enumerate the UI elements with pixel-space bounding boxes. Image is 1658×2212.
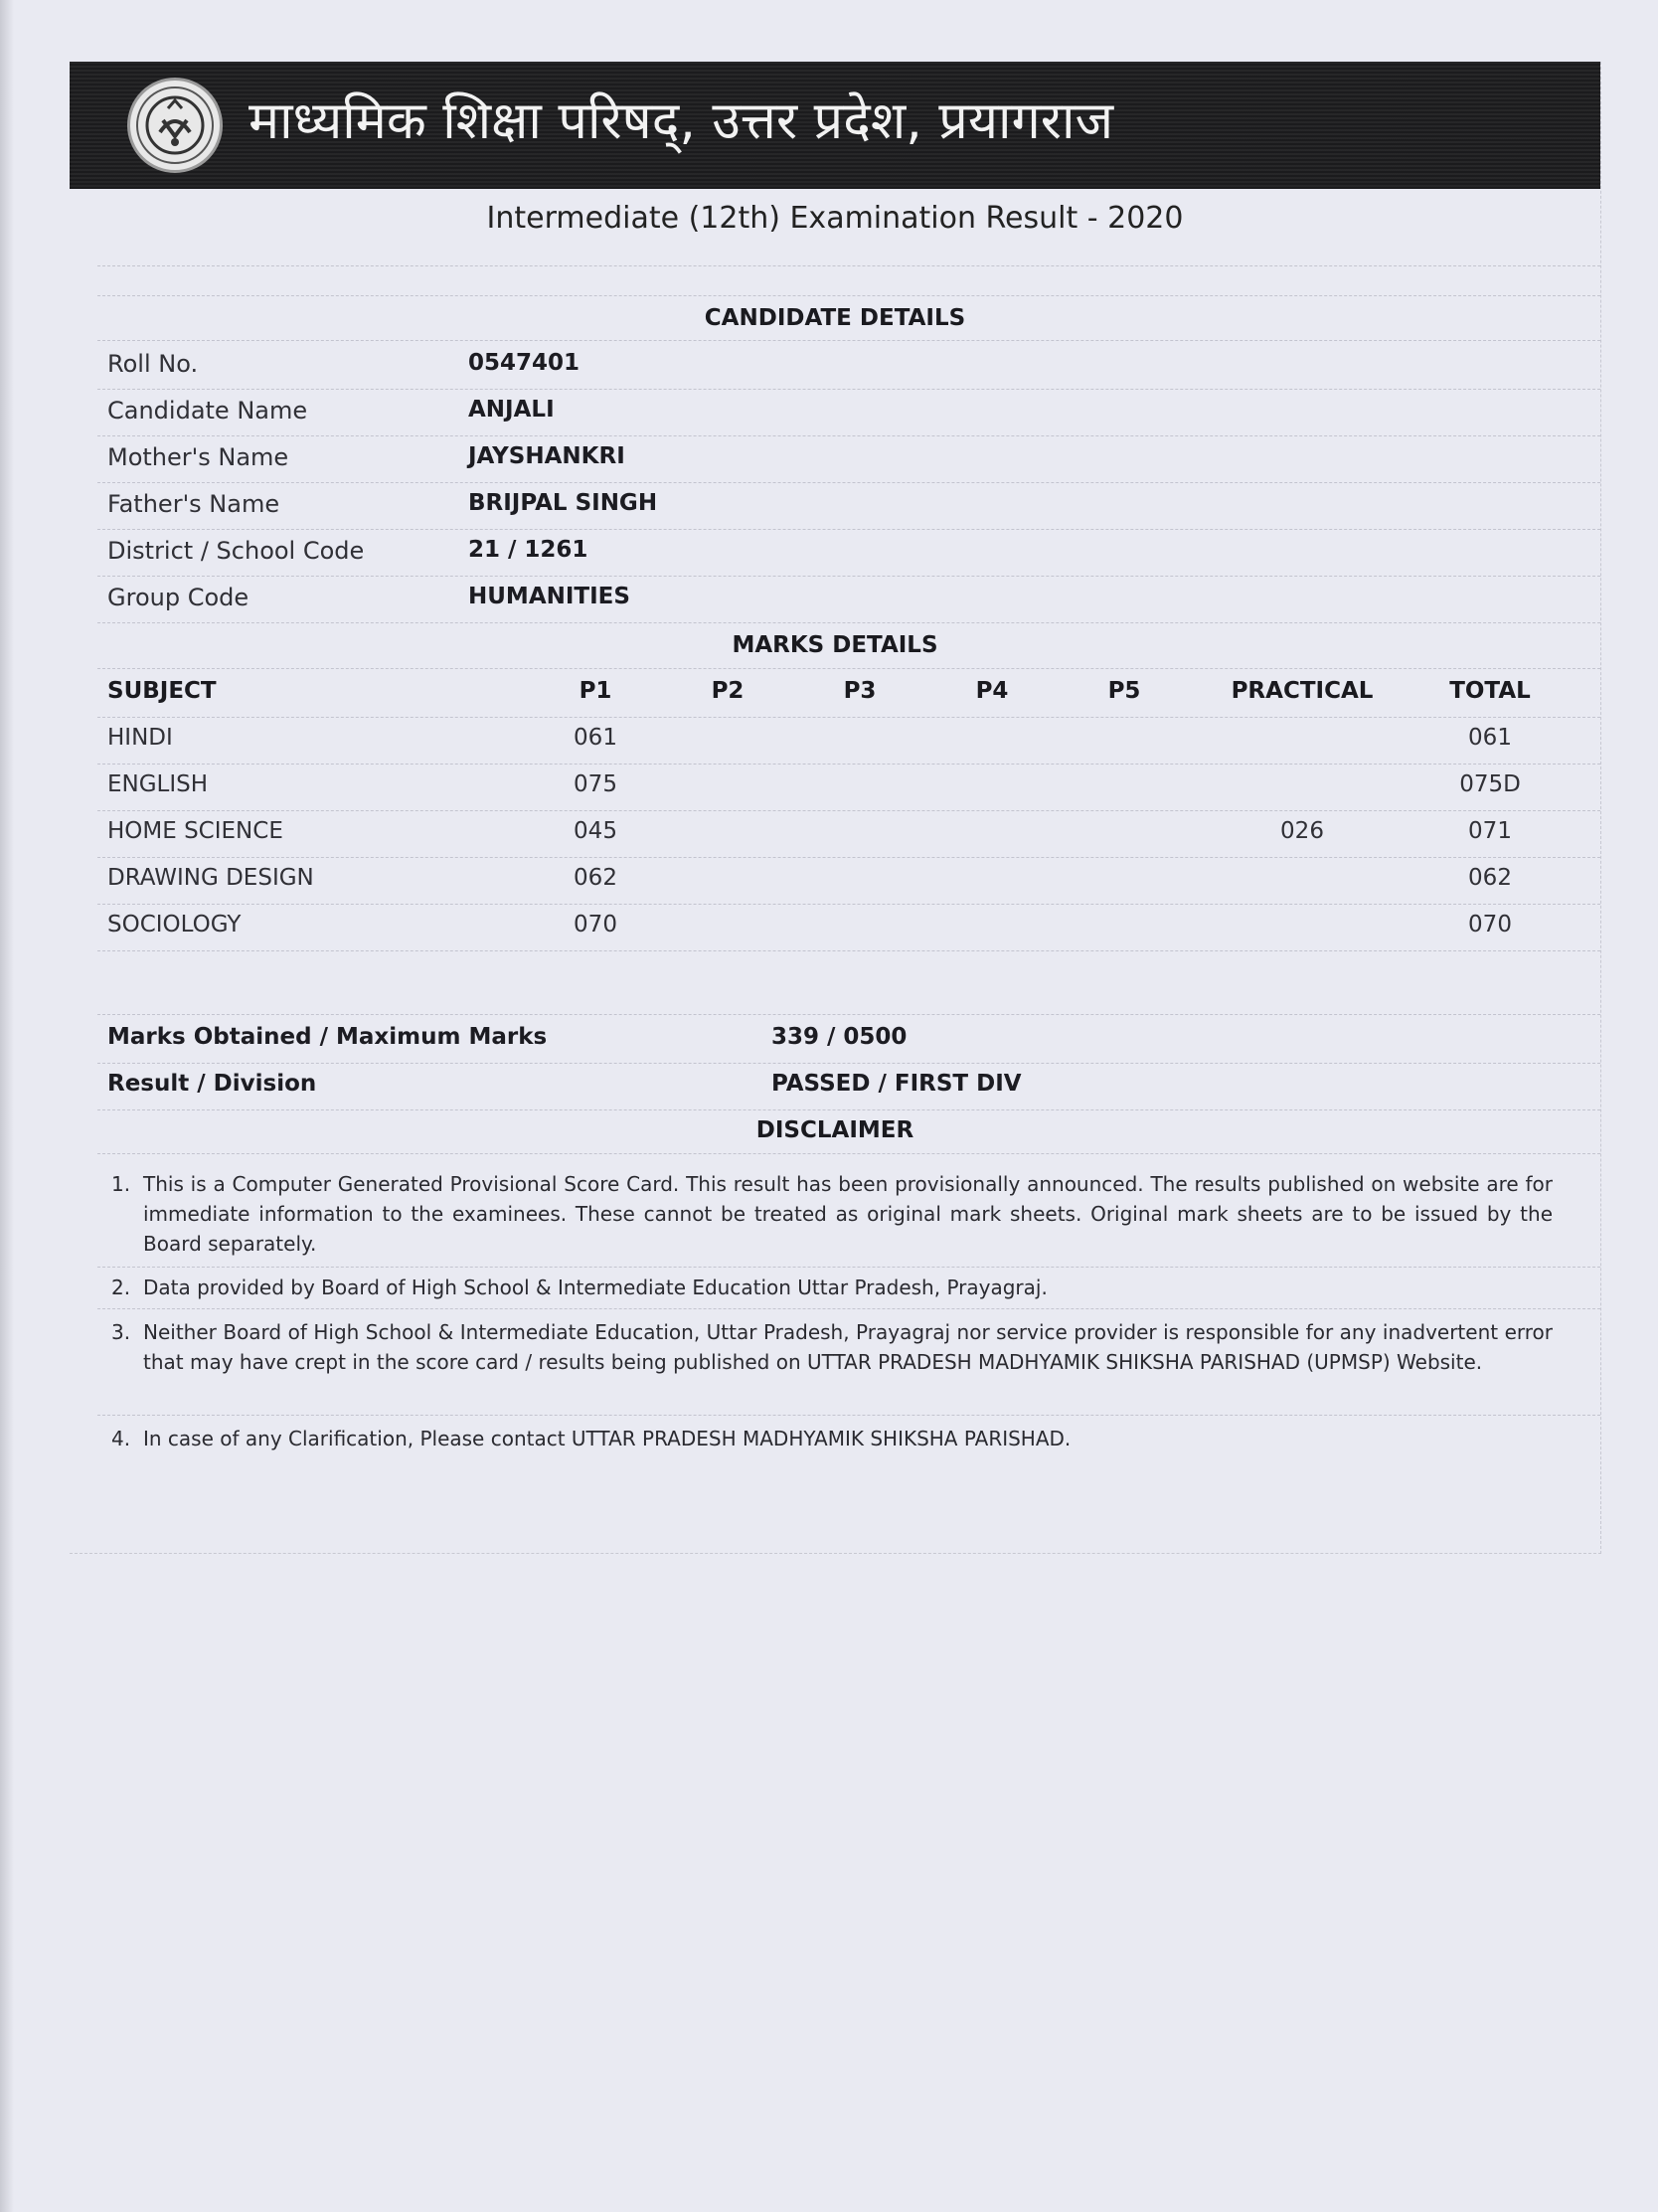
divider (97, 1267, 1600, 1268)
field-label: Father's Name (107, 490, 280, 518)
disclaimer-item (111, 1424, 1553, 1457)
col-p2: P2 (711, 678, 745, 704)
cell-p1: 062 (574, 865, 617, 891)
field-label: District / School Code (107, 537, 365, 565)
scan-edge-shadow (0, 0, 14, 2212)
cell-p1: 075 (574, 771, 617, 797)
field-label: Roll No. (107, 350, 199, 378)
table-row (97, 764, 1600, 810)
header-banner (70, 62, 1600, 189)
col-p3: P3 (843, 678, 877, 704)
cell-subject: SOCIOLOGY (107, 912, 242, 937)
disclaimer-item (111, 1273, 1553, 1306)
disclaimer-item (111, 1169, 1553, 1265)
result-division-row (97, 1063, 1600, 1109)
cell-subject: DRAWING DESIGN (107, 865, 314, 891)
col-practical: PRACTICAL (1231, 678, 1374, 704)
divider (97, 1415, 1600, 1416)
disclaimer-text: This is a Computer Generated Provisional Score Card. This result has been provisionally announced. The results published on website are for immediate information to the examinees. These cannot be treated as original mark sheets. Original mark sheets are to be issued by the Board separately. (143, 1172, 1553, 1256)
marks-summary-row (97, 1016, 1600, 1063)
candidate-row-roll-no (97, 342, 1600, 389)
field-value: ANJALI (468, 397, 555, 423)
up-government-emblem-icon (127, 78, 223, 173)
disclaimer-number: 2. (111, 1276, 131, 1299)
field-value: BRIJPAL SINGH (468, 490, 658, 516)
divider (97, 340, 1600, 341)
cell-p1: 070 (574, 912, 617, 937)
col-p4: P4 (975, 678, 1009, 704)
divider (97, 1014, 1600, 1015)
col-p5: P5 (1107, 678, 1141, 704)
disclaimer-number: 1. (111, 1172, 131, 1196)
candidate-details-heading: CANDIDATE DETAILS (704, 305, 966, 331)
divider (97, 622, 1600, 623)
divider (97, 1308, 1600, 1309)
cell-subject: ENGLISH (107, 771, 209, 797)
col-p1: P1 (579, 678, 612, 704)
col-total: TOTAL (1449, 678, 1531, 704)
candidate-row-mother-name (97, 435, 1600, 482)
disclaimer-number: 4. (111, 1427, 131, 1450)
cell-practical: 026 (1280, 818, 1324, 844)
cell-total: 075D (1459, 771, 1521, 797)
field-label: Mother's Name (107, 443, 289, 471)
field-label: Candidate Name (107, 397, 308, 425)
divider (97, 265, 1600, 266)
candidate-row-father-name (97, 482, 1600, 529)
disclaimer-number: 3. (111, 1320, 131, 1344)
divider (97, 668, 1600, 669)
divider (97, 950, 1600, 951)
disclaimer-item (111, 1317, 1553, 1413)
field-value: 21 / 1261 (468, 537, 588, 563)
divider (97, 1109, 1600, 1110)
table-row (97, 717, 1600, 764)
candidate-row-group-code (97, 576, 1600, 622)
field-label: Group Code (107, 584, 249, 611)
cell-p1: 045 (574, 818, 617, 844)
divider (97, 295, 1600, 296)
field-value: HUMANITIES (468, 584, 630, 609)
disclaimer-heading: DISCLAIMER (755, 1117, 914, 1143)
table-row (97, 857, 1600, 904)
cell-total: 070 (1468, 912, 1512, 937)
cell-total: 061 (1468, 725, 1512, 751)
marks-details-heading: MARKS DETAILS (732, 632, 938, 658)
table-row (97, 810, 1600, 857)
disclaimer-text: Neither Board of High School & Intermediate Education, Uttar Pradesh, Prayagraj nor service provider is responsible for any inadvertent error that may have crept in the score card / results being published on UTTAR PRADESH MADHYAMIK SHIKSHA PARISHAD (UPMSP) Website. (143, 1320, 1553, 1374)
field-value: JAYSHANKRI (468, 443, 625, 469)
field-value: 0547401 (468, 350, 580, 376)
col-subject: SUBJECT (107, 678, 217, 704)
disclaimer-text: Data provided by Board of High School & Intermediate Education Uttar Pradesh, Prayagraj. (143, 1276, 1048, 1299)
divider (97, 1153, 1600, 1154)
table-row (97, 904, 1600, 950)
result-sheet (70, 62, 1601, 1554)
cell-subject: HOME SCIENCE (107, 818, 283, 844)
cell-p1: 061 (574, 725, 617, 751)
board-title: माध्यमिक शिक्षा परिषद्, उत्तर प्रदेश, प्रयागराज (249, 91, 1114, 151)
cell-total: 071 (1468, 818, 1512, 844)
marks-obtained-value: 339 / 0500 (771, 1024, 908, 1050)
candidate-row-name (97, 389, 1600, 435)
marks-table-header (97, 670, 1600, 717)
marks-obtained-label: Marks Obtained / Maximum Marks (107, 1024, 548, 1050)
cell-total: 062 (1468, 865, 1512, 891)
cell-subject: HINDI (107, 725, 173, 751)
exam-title: Intermediate (12th) Examination Result - 2020 (486, 201, 1184, 236)
disclaimer-text: In case of any Clarification, Please contact UTTAR PRADESH MADHYAMIK SHIKSHA PARISHAD. (143, 1427, 1072, 1450)
candidate-row-district-school-code (97, 529, 1600, 576)
result-division-label: Result / Division (107, 1071, 317, 1097)
result-division-value: PASSED / FIRST DIV (771, 1071, 1022, 1097)
